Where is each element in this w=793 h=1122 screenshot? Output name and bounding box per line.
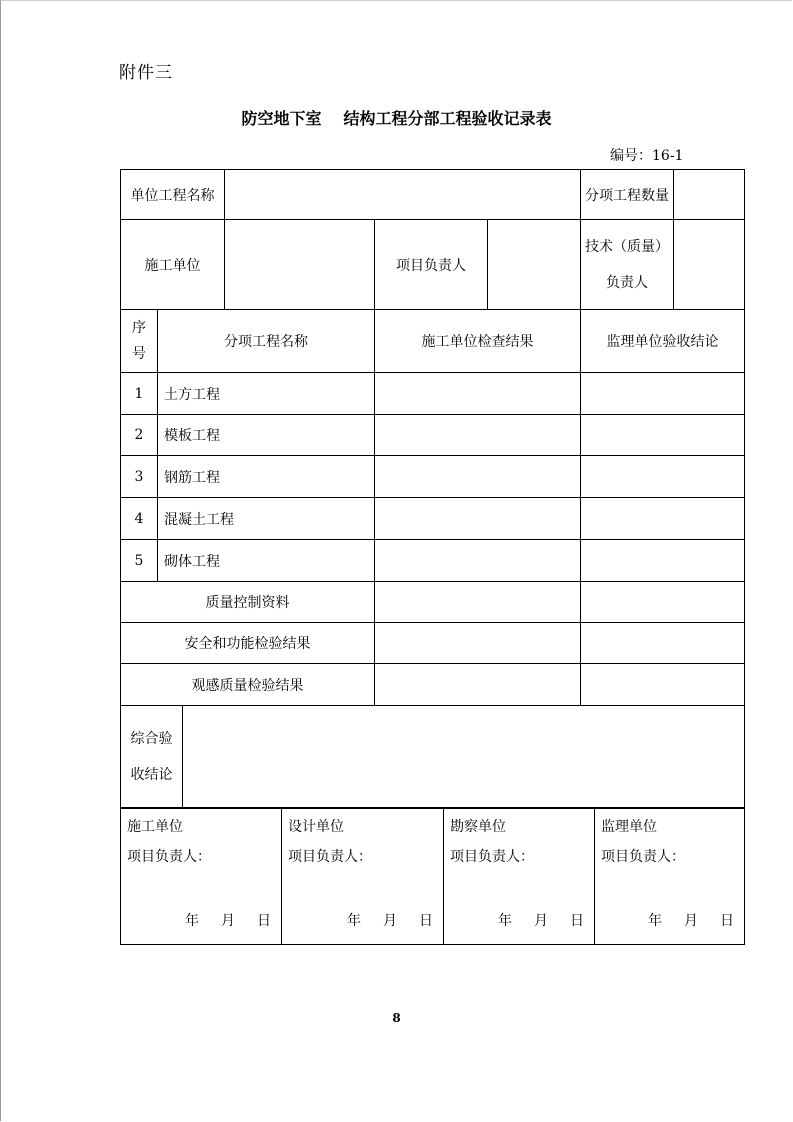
date-month: 月 bbox=[534, 913, 548, 929]
date-day: 日 bbox=[257, 913, 271, 929]
signature-block-supervision[interactable] bbox=[595, 808, 745, 945]
signature-responsible-label: 项目负责人： bbox=[127, 849, 211, 865]
summary-check-field[interactable] bbox=[375, 664, 581, 706]
signature-responsible-label: 项目负责人： bbox=[450, 849, 534, 865]
document-title bbox=[0, 106, 793, 129]
date-day: 日 bbox=[720, 913, 734, 929]
overall-conclusion-label bbox=[121, 706, 183, 809]
overall-conclusion-field[interactable] bbox=[183, 706, 745, 809]
subitem-count-field[interactable] bbox=[674, 170, 745, 220]
item-name: 混凝土工程 bbox=[158, 498, 375, 540]
tech-quality-label-line1: 技术（质量） bbox=[585, 238, 669, 255]
col-supervision-conclusion-header: 监理单位验收结论 bbox=[581, 310, 745, 373]
tech-quality-field[interactable] bbox=[674, 220, 745, 310]
header-row-construction bbox=[121, 220, 745, 310]
item-conclusion-field[interactable] bbox=[581, 373, 745, 415]
title-part-2: 结构工程分部工程验收记录表 bbox=[343, 109, 552, 128]
item-conclusion-field[interactable] bbox=[581, 498, 745, 540]
signature-date bbox=[626, 910, 734, 930]
table-row bbox=[121, 498, 745, 540]
signature-date bbox=[325, 910, 433, 930]
page-number: 8 bbox=[392, 1011, 401, 1025]
item-check-field[interactable] bbox=[375, 498, 581, 540]
col-seq-header bbox=[121, 310, 158, 373]
table-row bbox=[121, 415, 745, 456]
summary-check-field[interactable] bbox=[375, 623, 581, 664]
summary-label: 观感质量检验结果 bbox=[121, 664, 375, 706]
table-row bbox=[121, 373, 745, 415]
summary-conclusion-field[interactable] bbox=[581, 664, 745, 706]
title-part-1: 防空地下室 bbox=[241, 109, 322, 128]
date-month: 月 bbox=[684, 913, 698, 929]
col-seq-line1: 序 bbox=[132, 320, 146, 336]
item-conclusion-field[interactable] bbox=[581, 540, 745, 582]
signature-block-design[interactable] bbox=[282, 808, 444, 945]
tech-quality-label-line2: 负责人 bbox=[606, 274, 648, 291]
summary-row bbox=[121, 623, 745, 664]
attachment-label: 附件三 bbox=[119, 63, 173, 83]
item-name: 模板工程 bbox=[158, 415, 375, 456]
signature-row bbox=[121, 808, 745, 945]
column-header-row bbox=[121, 310, 745, 373]
item-name: 钢筋工程 bbox=[158, 456, 375, 498]
table-row bbox=[121, 456, 745, 498]
item-conclusion-field[interactable] bbox=[581, 456, 745, 498]
date-year: 年 bbox=[347, 913, 361, 929]
summary-row bbox=[121, 582, 745, 623]
document-number: 编号：16-1 bbox=[610, 148, 684, 164]
date-day: 日 bbox=[419, 913, 433, 929]
construction-unit-field[interactable] bbox=[225, 220, 375, 310]
summary-conclusion-field[interactable] bbox=[581, 623, 745, 664]
signature-block-construction[interactable] bbox=[121, 808, 282, 945]
date-month: 月 bbox=[221, 913, 235, 929]
signature-responsible-label: 项目负责人： bbox=[288, 849, 372, 865]
date-year: 年 bbox=[648, 913, 662, 929]
item-name: 土方工程 bbox=[158, 373, 375, 415]
construction-unit-label: 施工单位 bbox=[121, 220, 225, 310]
unit-project-name-field[interactable] bbox=[225, 170, 581, 220]
item-conclusion-field[interactable] bbox=[581, 415, 745, 456]
item-name: 砌体工程 bbox=[158, 540, 375, 582]
item-check-field[interactable] bbox=[375, 540, 581, 582]
signature-block-survey[interactable] bbox=[444, 808, 595, 945]
project-leader-field[interactable] bbox=[488, 220, 581, 310]
item-number: 1 bbox=[121, 373, 158, 415]
signature-table bbox=[120, 807, 745, 945]
item-check-field[interactable] bbox=[375, 456, 581, 498]
summary-label: 质量控制资料 bbox=[121, 582, 375, 623]
signature-unit-label: 勘察单位 bbox=[450, 819, 506, 835]
col-construction-check-header: 施工单位检查结果 bbox=[375, 310, 581, 373]
project-leader-label: 项目负责人 bbox=[375, 220, 488, 310]
date-day: 日 bbox=[570, 913, 584, 929]
summary-conclusion-field[interactable] bbox=[581, 582, 745, 623]
signature-date bbox=[163, 910, 271, 930]
tech-quality-label bbox=[581, 220, 674, 310]
date-month: 月 bbox=[383, 913, 397, 929]
acceptance-record-table bbox=[120, 169, 745, 809]
date-year: 年 bbox=[185, 913, 199, 929]
table-row bbox=[121, 540, 745, 582]
signature-unit-label: 设计单位 bbox=[288, 819, 344, 835]
item-check-field[interactable] bbox=[375, 415, 581, 456]
summary-row bbox=[121, 664, 745, 706]
signature-responsible-label: 项目负责人： bbox=[601, 849, 685, 865]
item-number: 4 bbox=[121, 498, 158, 540]
signature-unit-label: 施工单位 bbox=[127, 819, 183, 835]
overall-conclusion-row bbox=[121, 706, 745, 809]
summary-check-field[interactable] bbox=[375, 582, 581, 623]
signature-date bbox=[476, 910, 584, 930]
header-row-project bbox=[121, 170, 745, 220]
overall-label-line1: 综合验 bbox=[130, 731, 173, 747]
subitem-count-label: 分项工程数量 bbox=[581, 170, 674, 220]
summary-label: 安全和功能检验结果 bbox=[121, 623, 375, 664]
item-number: 3 bbox=[121, 456, 158, 498]
item-number: 5 bbox=[121, 540, 158, 582]
item-check-field[interactable] bbox=[375, 373, 581, 415]
signature-unit-label: 监理单位 bbox=[601, 819, 657, 835]
item-number: 2 bbox=[121, 415, 158, 456]
date-year: 年 bbox=[498, 913, 512, 929]
unit-project-name-label: 单位工程名称 bbox=[121, 170, 225, 220]
col-seq-line2: 号 bbox=[132, 346, 146, 362]
overall-label-line2: 收结论 bbox=[130, 767, 173, 783]
col-subitem-name-header: 分项工程名称 bbox=[158, 310, 375, 373]
